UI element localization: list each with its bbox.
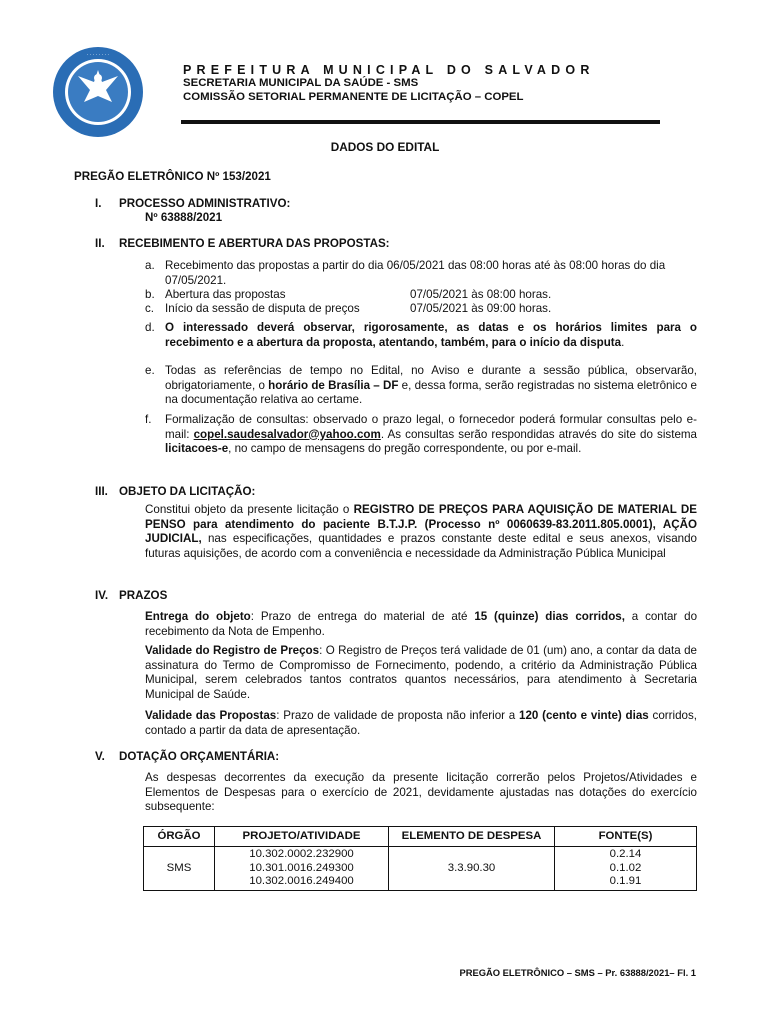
section-5-number: V.: [95, 750, 105, 763]
table-header-row: [144, 827, 697, 847]
list-item-d: d. O interessado deverá observar, rigorosamente, as datas e os horários limites para o recebimento e a abertura da proposta, atentando, também, para o início da disputa.: [145, 321, 697, 349]
objeto-highlight: REGISTRO DE PREÇOS PARA AQUISIÇÃO DE MATERIAL DE PENSO para atendimento do paciente B.T.J.P. (Processo nº 0060639-83.2011.805.0001), AÇÃO JUDICIAL,: [145, 503, 698, 546]
section-4-title: PRAZOS: [119, 589, 168, 602]
page-footer: PREGÃO ELETRÔNICO – SMS – Pr. 63888/2021– Fl. 1: [459, 967, 696, 978]
list-item-b: b. Abertura das propostas 07/05/2021 às 08:00 horas.: [145, 288, 552, 301]
header-divider: [181, 120, 660, 124]
svg-text:· · · · · · · ·: · · · · · · · ·: [86, 52, 110, 58]
section-3-title: OBJETO DA LICITAÇÃO:: [119, 485, 256, 498]
section-5-title: DOTAÇÃO ORÇAMENTÁRIA:: [119, 750, 280, 763]
list-item-c: c. Início da sessão de disputa de preços 07/05/2021 às 09:00 horas.: [145, 302, 552, 315]
col-orgao: ÓRGÃO: [144, 827, 215, 847]
section-1-title: PROCESSO ADMINISTRATIVO:: [119, 197, 291, 210]
dotacao-paragraph: As despesas decorrentes da execução da presente licitação correrão pelos Projetos/Atividades e Elementos de Despesas para o exercício de 2021, devidamente ajustadas nas dotações do exercício subsequente:: [145, 771, 697, 814]
header-secretaria: SECRETARIA MUNICIPAL DA SAÚDE - SMS: [183, 77, 419, 89]
item-b-value: 07/05/2021 às 08:00 horas.: [410, 288, 552, 301]
validade-registro-paragraph: Validade do Registro de Preços: O Registro de Preços terá validade de 01 (um) ano, a contar da data de assinatura do Termo de Compromisso de Fornecimento, podendo, a critério da Administração Pública Municipal, serem celebrados tantos contratos quantos necessários, para atendimento à Secretaria Municipal de Saúde.: [145, 644, 697, 701]
prazo-entrega-paragraph: Entrega do objeto: Prazo de entrega do material de até 15 (quinze) dias corridos, a contar do recebimento da Nota de Empenho.: [145, 610, 698, 638]
col-elemento: ELEMENTO DE DESPESA: [389, 827, 555, 847]
cell-orgao: SMS: [144, 847, 215, 891]
section-2-title: RECEBIMENTO E ABERTURA DAS PROPOSTAS:: [119, 237, 390, 250]
licitacoes-site-name: licitacoes-e: [165, 442, 229, 456]
pregao-number: PREGÃO ELETRÔNICO Nº 153/2021: [74, 170, 271, 183]
header-comissao: COMISSÃO SETORIAL PERMANENTE DE LICITAÇÃO – COPEL: [183, 91, 524, 103]
cell-fontes: 0.2.14 0.1.02 0.1.91: [555, 847, 697, 891]
objeto-paragraph: Constitui objeto da presente licitação o REGISTRO DE PREÇOS PARA AQUISIÇÃO DE MATERIAL DE PENSO para atendimento do paciente B.T.J.P. (Processo nº 0060639-83.2011.805.0001), AÇÃO JUDICIAL, nas especificações, quantidades e prazos constante deste edital e seus anexos, visando futuras aquisições, de acordo com a conveniência e necessidade da Administração Pública Municipal: [145, 503, 698, 560]
item-a-text: Recebimento das propostas a partir do dia 06/05/2021 das 08:00 horas até às 08:00 horas do dia 07/05/2021.: [165, 259, 666, 287]
brasilia-time-note: horário de Brasília – DF: [268, 378, 399, 392]
col-projeto: PROJETO/ATIVIDADE: [215, 827, 389, 847]
list-item-a: a. Recebimento das propostas a partir do dia 06/05/2021 das 08:00 horas até às 08:00 horas do dia 07/05/2021.: [145, 259, 697, 288]
table-row: [144, 847, 697, 891]
col-fontes: FONTE(S): [555, 827, 697, 847]
item-d-text: O interessado deverá observar, rigorosamente, as datas e os horários limites para o recebimento e a abertura da proposta, atentando, também, para o início da disputa: [165, 321, 697, 349]
cell-elemento: 3.3.90.30: [389, 847, 555, 891]
list-item-e: e. Todas as referências de tempo no Edital, no Aviso e durante a sessão pública, observarão, obrigatoriamente, o horário de Brasília – DF e, dessa forma, serão registradas no sistema eletrônico e na documentação relativa ao certame.: [145, 364, 697, 407]
dotacao-table: [143, 826, 697, 891]
list-item-f: f. Formalização de consultas: observado o prazo legal, o fornecedor poderá formular consultas pelo e-mail: copel.saudesalvador@yahoo.com. As consultas serão respondidas através do site do sistema licitacoes-e, no campo de mensagens do pregão correspondente, ou por e-mail.: [145, 413, 697, 456]
validade-propostas-paragraph: Validade das Propostas: Prazo de validade de proposta não inferior a 120 (cento e vinte) dias corridos, contado a partir da data de apresentação.: [145, 709, 697, 737]
document-title: DADOS DO EDITAL: [330, 140, 440, 154]
section-3-number: III.: [95, 485, 108, 498]
header-prefeitura: PREFEITURA MUNICIPAL DO SALVADOR: [183, 63, 595, 77]
section-1-number: I.: [95, 197, 102, 210]
section-4-number: IV.: [95, 589, 109, 602]
consultation-email-link[interactable]: copel.saudesalvador@yahoo.com: [193, 427, 381, 441]
salvador-seal-logo: [52, 46, 144, 138]
item-b-text: Abertura das propostas: [165, 288, 286, 301]
processo-number: Nº 63888/2021: [145, 211, 223, 224]
section-2-number: II.: [95, 237, 105, 250]
item-c-text: Início da sessão de disputa de preços: [165, 302, 360, 315]
cell-projetos: 10.302.0002.232900 10.301.0016.249300 10.302.0016.249400: [215, 847, 389, 891]
item-c-value: 07/05/2021 às 09:00 horas.: [410, 302, 552, 315]
